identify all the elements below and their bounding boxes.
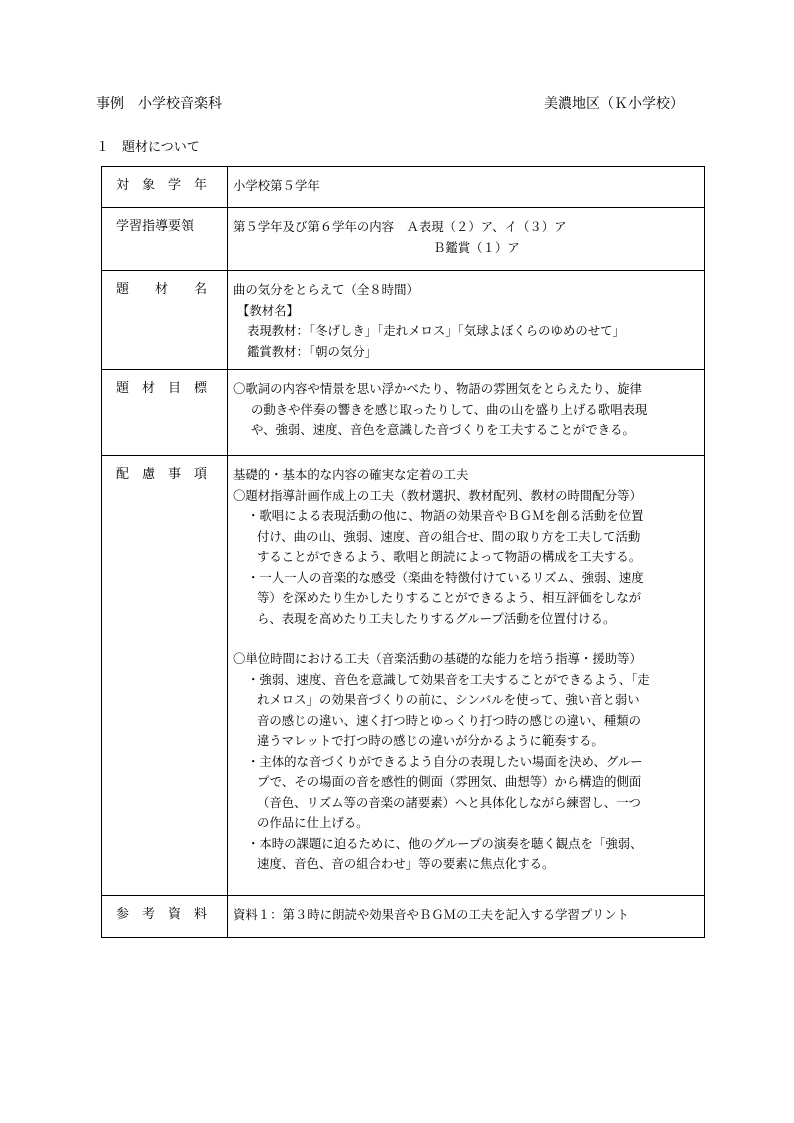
bullet-1-line-3: することができるよう、歌唱と朗読によって物語の構成を工夫する。	[257, 549, 642, 564]
goal-line-1: 〇歌詞の内容や情景を思い浮かべたり、物語の雰囲気をとらえたり、旋律	[233, 381, 642, 396]
label-reference: 参 考 資 料	[116, 907, 208, 922]
value-target-grade: 小学校第５学年	[233, 178, 320, 193]
label-guidelines: 学習指導要領	[116, 219, 195, 234]
row-target-grade	[102, 167, 705, 208]
considerations-sub-2: 〇単位時間における工夫（音楽活動の基礎的な能力を培う指導・援助等）	[233, 651, 642, 666]
bullet-1-line-2: 付け、曲の山、強弱、速度、音の組合せ、間の取り方を工夫して活動	[257, 528, 641, 544]
label-target-grade: 対 象 学 年	[116, 178, 208, 193]
subject-info-table	[101, 166, 705, 938]
subject-title-line-4: 鑑賞教材：「朝の気分」	[247, 343, 378, 359]
guidelines-line-1: 第５学年及び第６学年の内容 Ａ表現（２）ア、イ（３）ア	[233, 219, 567, 234]
bullet-2-line-3: ら、表現を高めたり工夫したりするグループ活動を位置付ける。	[257, 610, 616, 626]
bullet-2-line-2: 等）を深めたり生かしたりすることができるよう、相互評価をしなが	[257, 590, 642, 605]
guidelines-line-2: Ｂ鑑賞（１）ア	[433, 239, 520, 255]
bullet-1-line-1: ・歌唱による表現活動の他に、物語の効果音やＢＧＭを創る活動を位置	[247, 508, 644, 523]
subject-title-line-2: 【教材名】	[237, 302, 299, 318]
row-reference	[102, 896, 705, 938]
bullet-2-line-1: ・一人一人の音楽的な感受（楽曲を特徴付けているリズム、強弱、速度	[247, 569, 644, 585]
bullet-3-line-3: 音の感じの違い、速く打つ時とゆっくり打つ時の感じの違い、種類の	[257, 712, 641, 728]
row-subject-goal	[102, 370, 705, 456]
section-heading: １ 題材について	[96, 140, 200, 155]
bullet-5-line-2: 速度、音色、音の組合わせ」等の要素に焦点化する。	[257, 856, 555, 871]
bullet-4-line-4: の作品に仕上げる。	[257, 815, 369, 830]
subject-title-line-1: 曲の気分をとらえて（全８時間）	[233, 282, 419, 297]
row-subject-title	[102, 271, 705, 370]
bullet-4-line-2: プで、その場面の音を感性的側面（雰囲気、曲想等）から構造的側面	[257, 774, 642, 789]
spacer	[233, 629, 698, 649]
goal-line-3: や、強弱、速度、音色を意識した音づくりを工夫することができる。	[251, 422, 635, 437]
bullet-4-line-1: ・主体的な音づくりができるよう自分の表現したい場面を決め、グルー	[247, 753, 643, 769]
label-considerations: 配 慮 事 項	[116, 467, 208, 482]
label-subject-title: 題 材 名	[116, 282, 208, 297]
document-region-school: 美濃地区（Ｋ小学校）	[544, 96, 684, 112]
considerations-heading: 基礎的・基本的な内容の確実な定着の工夫	[233, 467, 469, 482]
label-subject-goal: 題 材 目 標	[116, 381, 208, 396]
bullet-3-line-4: 違うマレットで打つ時の感じの違いが分かるように範奏する。	[257, 733, 604, 748]
row-considerations	[102, 456, 705, 896]
reference-value: 資料１：第３時に朗読や効果音やＢＧＭの工夫を記入する学習プリント	[233, 907, 630, 922]
bullet-5-line-1: ・本時の課題に迫るために、他のグループの演奏を聴く観点を「強弱、	[247, 835, 643, 851]
bullet-3-line-2: れメロス」の効果音づくりの前に、シンバルを使って、強い音と弱い	[257, 692, 640, 707]
subject-title-line-3: 表現教材：「冬げしき」「走れメロス」「気球よぼくらのゆめのせて」	[247, 323, 625, 338]
document-case-title: 事例 小学校音楽科	[96, 96, 222, 112]
considerations-sub-1: 〇題材指導計画作成上の工夫（教材選択、教材配列、教材の時間配分等）	[233, 487, 642, 503]
bullet-3-line-1: ・強弱、速度、音色を意識して効果音を工夫することができるよう、「走	[247, 671, 650, 687]
row-guidelines	[102, 208, 705, 271]
bullet-4-line-3: （音色、リズム等の音楽の諸要素）へと具体化しながら練習し、一つ	[257, 794, 641, 810]
goal-line-2: の動きや伴奏の響きを感じ取ったりして、曲の山を盛り上げる歌唱表現	[251, 401, 648, 417]
